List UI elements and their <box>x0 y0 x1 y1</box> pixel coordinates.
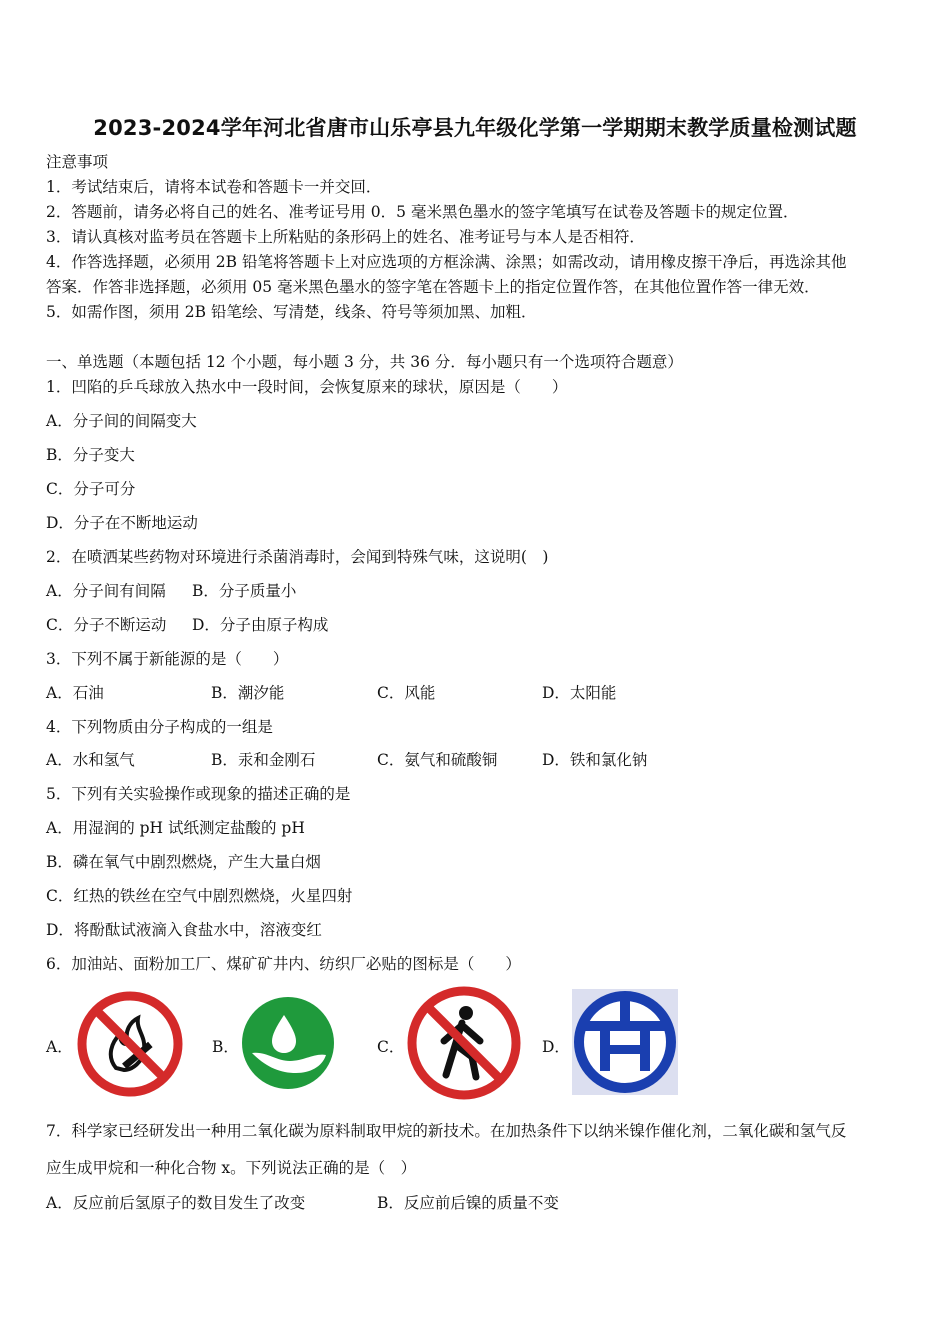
notice-item-2: 2．答题前，请务必将自己的姓名、准考证号用 0．5 毫米黑色墨水的签字笔填写在试卷及答题卡的规定位置． <box>46 203 799 221</box>
q2-option-b: B．分子质量小 <box>192 582 297 600</box>
q6-option-c-label: C． <box>377 1038 405 1056</box>
q7-option-a: A．反应前后氢原子的数目发生了改变 <box>46 1194 306 1212</box>
q2-stem: 2．在喷洒某些药物对环境进行杀菌消毒时，会闻到特殊气味，这说明( ) <box>46 548 549 566</box>
q3-option-c: C．风能 <box>377 684 436 702</box>
notice-item-3: 3．请认真核对监考员在答题卡上所粘贴的条形码上的姓名、准考证号与本人是否相符． <box>46 228 645 246</box>
q4-option-c: C．氨气和硫酸铜 <box>377 751 498 769</box>
q1-stem: 1．凹陷的乒乓球放入热水中一段时间，会恢复原来的球状，原因是（ ） <box>46 378 568 396</box>
q3-stem: 3．下列不属于新能源的是（ ） <box>46 650 289 668</box>
q5-option-c: C．红热的铁丝在空气中剧烈燃烧，火星四射 <box>46 887 353 905</box>
notice-item-5: 5．如需作图，须用 2B 铅笔绘、写清楚，线条、符号等须加黑、加粗． <box>46 303 537 321</box>
q5-option-d: D．将酚酞试液滴入食盐水中，溶液变红 <box>46 921 322 939</box>
q4-option-d: D．铁和氯化钠 <box>542 751 648 769</box>
q2-option-a: A．分子间有间隔 <box>46 582 166 600</box>
q3-option-d: D．太阳能 <box>542 684 617 702</box>
page-title: 2023-2024学年河北省唐市山乐亭县九年级化学第一学期期末教学质量检测试题 <box>93 116 857 140</box>
q7-stem-line-1: 7．科学家已经研发出一种用二氧化碳为原料制取甲烷的新技术。在加热条件下以纳米镍作催化剂，二氧化碳和氢气反 <box>46 1122 847 1140</box>
q7-option-b: B．反应前后镍的质量不变 <box>377 1194 559 1212</box>
circle-logo-icon <box>572 989 678 1095</box>
q4-stem: 4．下列物质由分子构成的一组是 <box>46 718 273 736</box>
notice-item-1: 1．考试结束后，请将本试卷和答题卡一并交回． <box>46 178 382 196</box>
q1-option-c: C．分子可分 <box>46 480 136 498</box>
notice-item-4-cont: 答案．作答非选择题，必须用 05 毫米黑色墨水的签字笔在答题卡上的指定位置作答，在其他位置作答一律无效． <box>46 278 820 296</box>
q5-option-a: A．用湿润的 pH 试纸测定盐酸的 pH <box>46 819 305 837</box>
q3-option-a: A．石油 <box>46 684 104 702</box>
q6-option-a-label: A． <box>46 1038 73 1056</box>
q2-option-c: C．分子不断运动 <box>46 616 167 634</box>
q5-stem: 5．下列有关实验操作或现象的描述正确的是 <box>46 785 351 803</box>
q1-option-a: A．分子间的间隔变大 <box>46 412 197 430</box>
q4-option-b: B．汞和金刚石 <box>211 751 316 769</box>
notice-item-4: 4．作答选择题，必须用 2B 铅笔将答题卡上对应选项的方框涂满、涂黑；如需改动，请用橡皮擦干净后，再选涂其他 <box>46 253 847 271</box>
q6-option-d-label: D． <box>542 1038 570 1056</box>
q1-option-d: D．分子在不断地运动 <box>46 514 198 532</box>
q2-option-d: D．分子由原子构成 <box>192 616 329 634</box>
section-heading: 一、单选题（本题包括 12 个小题，每小题 3 分，共 36 分．每小题只有一个选项符合题意） <box>46 353 683 371</box>
no-fire-icon <box>76 990 184 1098</box>
q6-options-icons <box>46 985 906 1105</box>
q3-option-b: B．潮汐能 <box>211 684 285 702</box>
water-saving-icon <box>240 995 336 1091</box>
no-pedestrian-icon <box>406 985 522 1101</box>
q6-stem: 6．加油站、面粉加工厂、煤矿矿井内、纺织厂必贴的图标是（ ） <box>46 955 521 973</box>
notice-heading: 注意事项 <box>46 153 109 171</box>
q4-option-a: A．水和氢气 <box>46 751 135 769</box>
q7-stem-line-2: 应生成甲烷和一种化合物 x。下列说法正确的是（ ） <box>46 1159 417 1177</box>
q6-option-b-label: B． <box>212 1038 239 1056</box>
q5-option-b: B．磷在氧气中剧烈燃烧，产生大量白烟 <box>46 853 321 871</box>
q1-option-b: B．分子变大 <box>46 446 135 464</box>
